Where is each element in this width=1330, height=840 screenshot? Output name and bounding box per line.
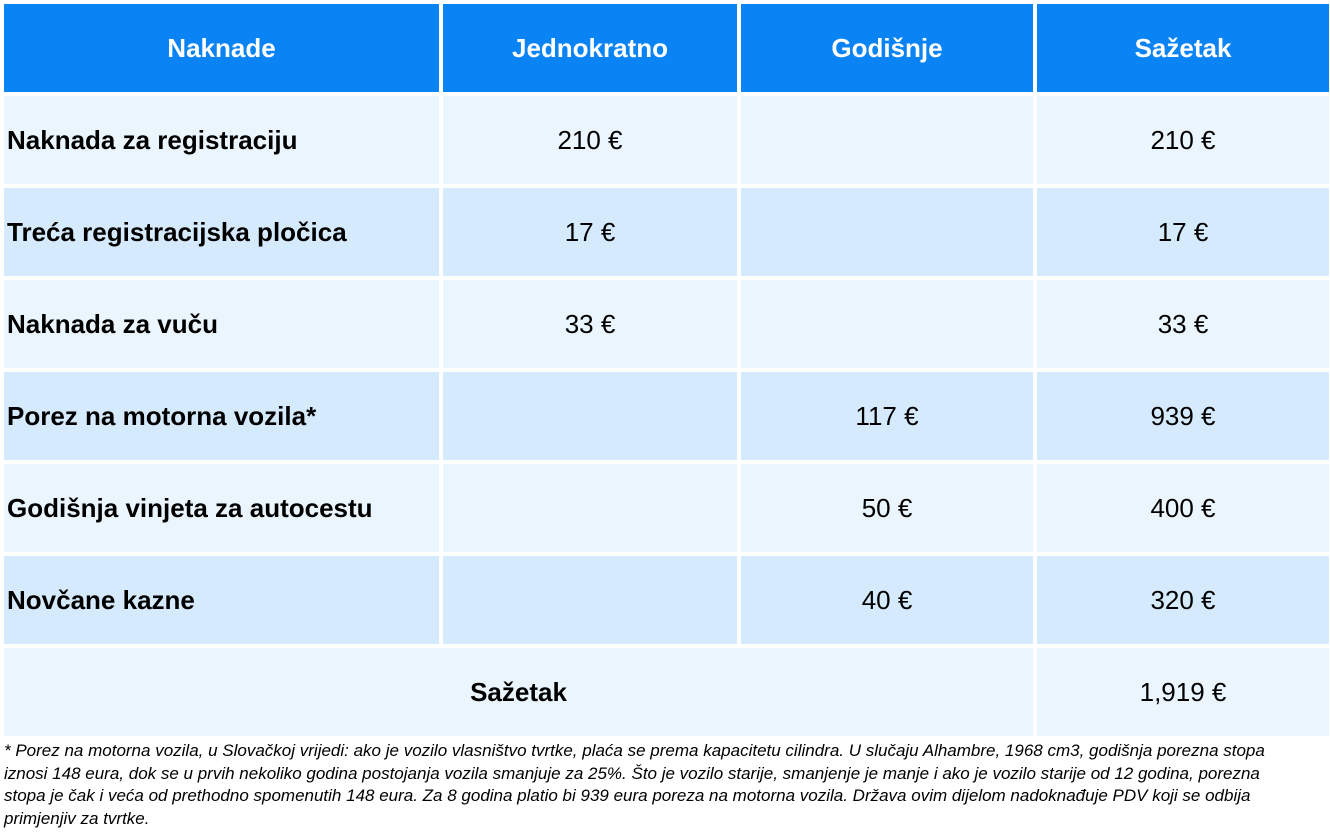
footnote: * Porez na motorna vozila, u Slovačkoj vrijedi: ako je vozilo vlasništvo tvrtke, plaća se prema kapacitetu cilindra. U slučaju Alhambre, 1968 cm3, godišnja porezna stopa iznosi 148 eura, dok se u prvih nekoliko godina postojanja vozila smanjuje za 25%. Što je vozilo starije, smanjenje je manje i ako je vozilo starije od 12 godina, porezna stopa je čak i veća od prethodno spomenutih 148 eura. Za 8 godina platio bi 939 eura poreza na motorna vozila. Država ovim dijelom nadoknađuje PDV koji se odbija primjenjiv za tvrtke. bbox=[4, 741, 1265, 828]
header-one-time: Jednokratno bbox=[443, 4, 737, 92]
fee-one-time bbox=[443, 464, 737, 552]
table-row bbox=[4, 280, 1329, 368]
table-row bbox=[4, 556, 1329, 644]
fee-summary: 33 € bbox=[1037, 280, 1329, 368]
header-annual: Godišnje bbox=[741, 4, 1033, 92]
fee-one-time: 210 € bbox=[443, 96, 737, 184]
fee-one-time bbox=[443, 372, 737, 460]
table-row bbox=[4, 188, 1329, 276]
fee-summary: 17 € bbox=[1037, 188, 1329, 276]
table-row bbox=[4, 372, 1329, 460]
header-fees: Naknade bbox=[4, 4, 439, 92]
table-row bbox=[4, 464, 1329, 552]
total-value: 1,919 € bbox=[1037, 648, 1329, 736]
fee-one-time: 17 € bbox=[443, 188, 737, 276]
table-body bbox=[4, 96, 1329, 736]
fee-one-time bbox=[443, 556, 737, 644]
fee-annual: 40 € bbox=[741, 556, 1033, 644]
fee-summary: 320 € bbox=[1037, 556, 1329, 644]
fee-one-time: 33 € bbox=[443, 280, 737, 368]
fee-name: Novčane kazne bbox=[4, 556, 439, 644]
fee-name: Treća registracijska pločica bbox=[4, 188, 439, 276]
total-label: Sažetak bbox=[4, 648, 1033, 736]
fee-annual: 117 € bbox=[741, 372, 1033, 460]
header-summary: Sažetak bbox=[1037, 4, 1329, 92]
fee-annual bbox=[741, 96, 1033, 184]
fee-annual bbox=[741, 280, 1033, 368]
table-row bbox=[4, 96, 1329, 184]
fee-name: Godišnja vinjeta za autocestu bbox=[4, 464, 439, 552]
fee-name: Porez na motorna vozila* bbox=[4, 372, 439, 460]
header-row bbox=[4, 4, 1329, 92]
fee-annual bbox=[741, 188, 1033, 276]
fee-name: Naknada za vuču bbox=[4, 280, 439, 368]
fee-summary: 210 € bbox=[1037, 96, 1329, 184]
fee-annual: 50 € bbox=[741, 464, 1033, 552]
total-row bbox=[4, 648, 1329, 736]
fee-name: Naknada za registraciju bbox=[4, 96, 439, 184]
fee-summary: 939 € bbox=[1037, 372, 1329, 460]
table-header bbox=[4, 4, 1329, 92]
fee-summary: 400 € bbox=[1037, 464, 1329, 552]
